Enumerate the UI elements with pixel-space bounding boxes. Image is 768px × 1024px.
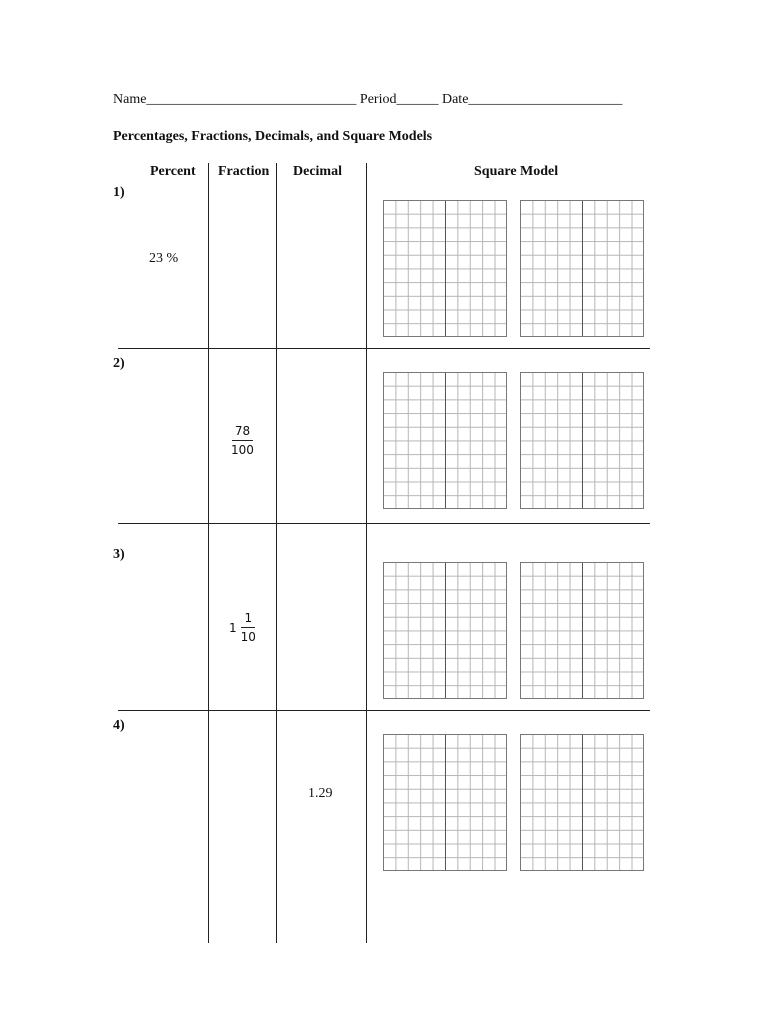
mixed-number-value [229,611,259,644]
fraction-denominator: 10 [240,630,256,644]
row-divider [118,710,650,711]
fraction-numerator: 78 [232,424,253,441]
problem-number: 3) [113,547,125,562]
name-period-date-line: Name______________________________ Period______ Date______________________ [113,92,623,107]
column-header-percent: Percent [150,164,196,179]
percent-value: 23 % [149,251,179,266]
row-divider [118,348,650,349]
table-divider-vertical [366,163,367,943]
mixed-whole: 1 [229,620,237,635]
table-divider-vertical [208,163,209,943]
problem-number: 4) [113,718,125,733]
table-divider-vertical [276,163,277,943]
hundred-grid [520,562,644,699]
column-header-decimal: Decimal [293,164,342,179]
problem-number: 2) [113,356,125,371]
hundred-grid [383,734,507,871]
problem-number: 1) [113,185,125,200]
row-divider [118,523,650,524]
hundred-grid [520,734,644,871]
fraction-denominator: 100 [231,443,254,457]
hundred-grid [520,200,644,337]
decimal-value: 1.29 [308,786,333,801]
column-header-square-model: Square Model [474,164,559,179]
fraction-numerator: 1 [241,611,255,628]
hundred-grid [520,372,644,509]
hundred-grid [383,562,507,699]
hundred-grid [383,200,507,337]
column-header-fraction: Fraction [218,164,270,179]
fraction-value [228,424,257,457]
worksheet-title: Percentages, Fractions, Decimals, and Square Models [113,129,433,144]
hundred-grid [383,372,507,509]
